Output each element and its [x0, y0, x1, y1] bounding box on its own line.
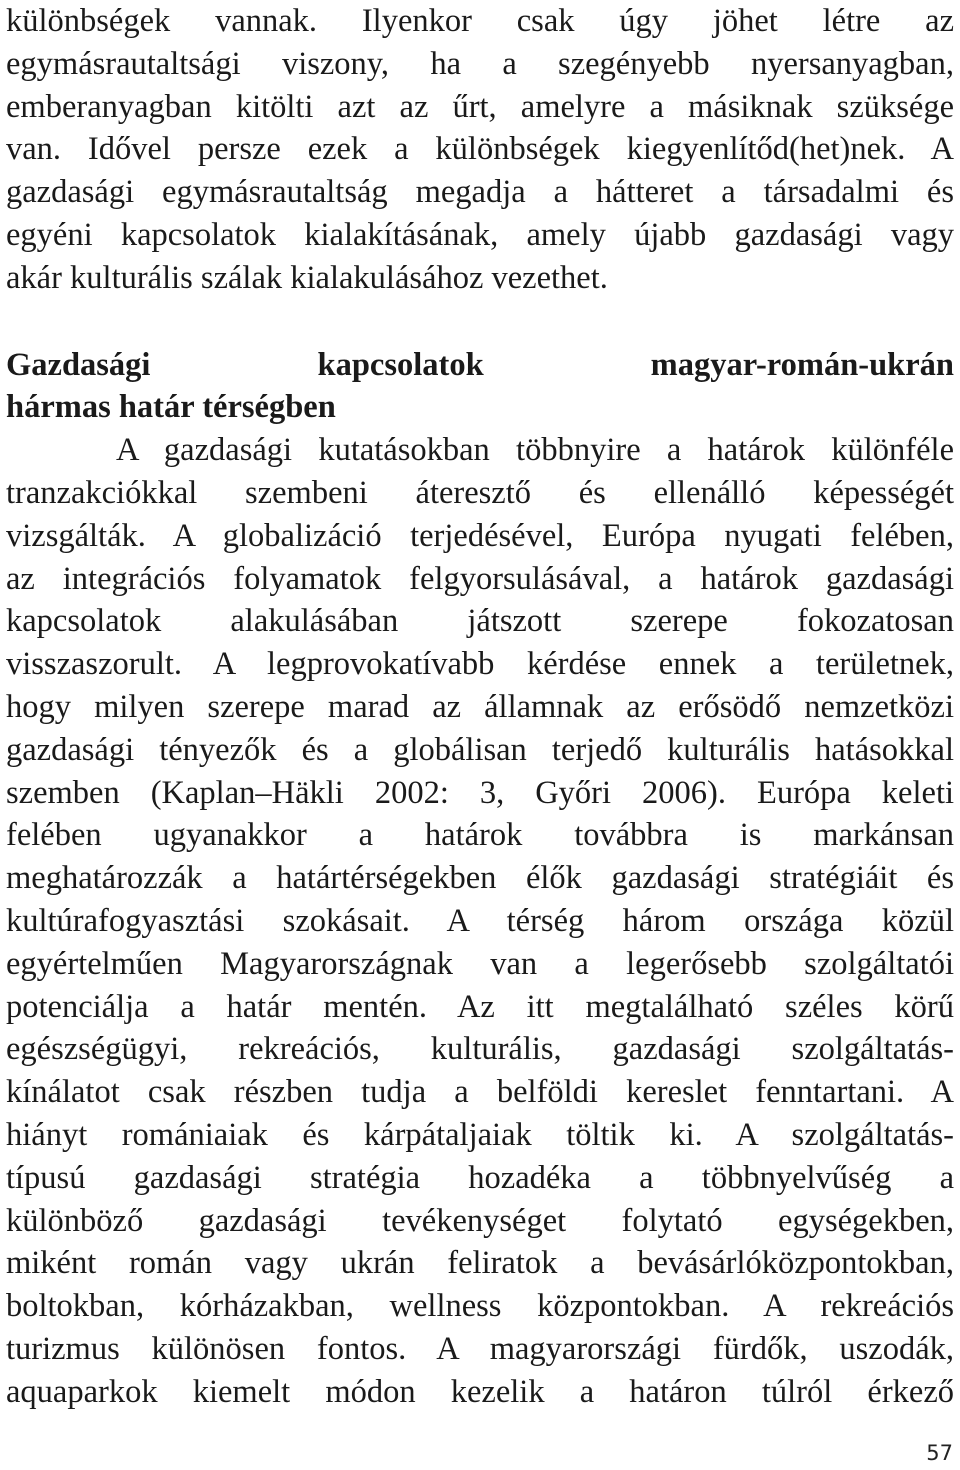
paragraph-body — [6, 429, 954, 1413]
text-line: különböző gazdasági tevékenységet folytató egységekben, — [6, 1202, 954, 1239]
text-line: miként román vagy ukrán feliratok a bevásárlóközpontokban, — [6, 1245, 954, 1282]
text-line: egészségügyi, rekreációs, kulturális, gazdasági szolgáltatás- — [6, 1031, 954, 1068]
text-line: gazdasági tényezők és a globálisan terjedő kulturális hatásokkal — [6, 731, 954, 768]
text-line: turizmus különösen fontos. A magyarországi fürdők, uszodák, — [6, 1330, 954, 1367]
heading-line: hármas határ térségben — [6, 389, 336, 426]
text-line: meghatározzák a határtérségekben élők gazdasági stratégiáit és — [6, 860, 954, 897]
text-line: van. Idővel persze ezek a különbségek kiegyenlítőd(het)nek. A — [6, 131, 954, 168]
page-number: 57 — [926, 1441, 953, 1465]
text-line: típusú gazdasági stratégia hozadéka a többnyelvűség a — [6, 1159, 954, 1196]
text-line: vizsgálták. A globalizáció terjedésével, Európa nyugati felében, — [6, 517, 954, 554]
text-line: visszaszorult. A legprovokatívabb kérdése ennek a területnek, — [6, 646, 954, 683]
text-line: tranzakciókkal szembeni áteresztő és ellenálló képességét — [6, 474, 954, 511]
text-line: kultúrafogyasztási szokásait. A térség három országa közül — [6, 902, 954, 939]
section-heading — [6, 344, 954, 430]
text-line: kínálatot csak részben tudja a belföldi kereslet fenntartani. A — [6, 1074, 954, 1111]
text-line: boltokban, kórházakban, wellness központokban. A rekreációs — [6, 1288, 954, 1325]
text-line: egyértelműen Magyarországnak van a legerősebb szolgáltatói — [6, 945, 954, 982]
text-line: felében ugyanakkor a határok továbbra is markánsan — [6, 817, 954, 854]
text-line: akár kulturális szálak kialakulásához vezethet. — [6, 259, 608, 296]
heading-line: Gazdasági kapcsolatok magyar-román-ukrán — [6, 346, 954, 383]
text-line: gazdasági egymásrautaltság megadja a hátteret a társadalmi és — [6, 174, 954, 211]
text-line: potenciálja a határ mentén. Az itt megtalálható széles körű — [6, 988, 954, 1025]
paragraph-intro — [6, 0, 954, 300]
text-line: különbségek vannak. Ilyenkor csak úgy jöhet létre az — [6, 3, 954, 39]
text-line: emberanyagban kitölti azt az űrt, amelyre a másiknak szüksége — [6, 88, 954, 125]
text-line: hiányt romániaiak és kárpátaljaiak töltik ki. A szolgáltatás- — [6, 1116, 954, 1153]
text-line: az integrációs folyamatok felgyorsulásával, a határok gazdasági — [6, 560, 954, 597]
text-line: hogy milyen szerepe marad az államnak az erősödő nemzetközi — [6, 688, 954, 725]
text-line: kapcsolatok alakulásában játszott szerepe fokozatosan — [6, 603, 954, 640]
text-line: egyéni kapcsolatok kialakításának, amely újabb gazdasági vagy — [6, 216, 954, 253]
text-line: aquaparkok kiemelt módon kezelik a határon túlról érkező — [6, 1373, 954, 1410]
text-line: egymásrautaltsági viszony, ha a szegényebb nyersanyagban, — [6, 45, 954, 82]
paragraph-gap — [6, 300, 954, 344]
document-page — [6, 0, 954, 1414]
text-line: szemben (Kaplan–Häkli 2002: 3, Győri 2006). Európa keleti — [6, 774, 954, 811]
text-line: A gazdasági kutatásokban többnyire a határok különféle — [116, 432, 954, 469]
